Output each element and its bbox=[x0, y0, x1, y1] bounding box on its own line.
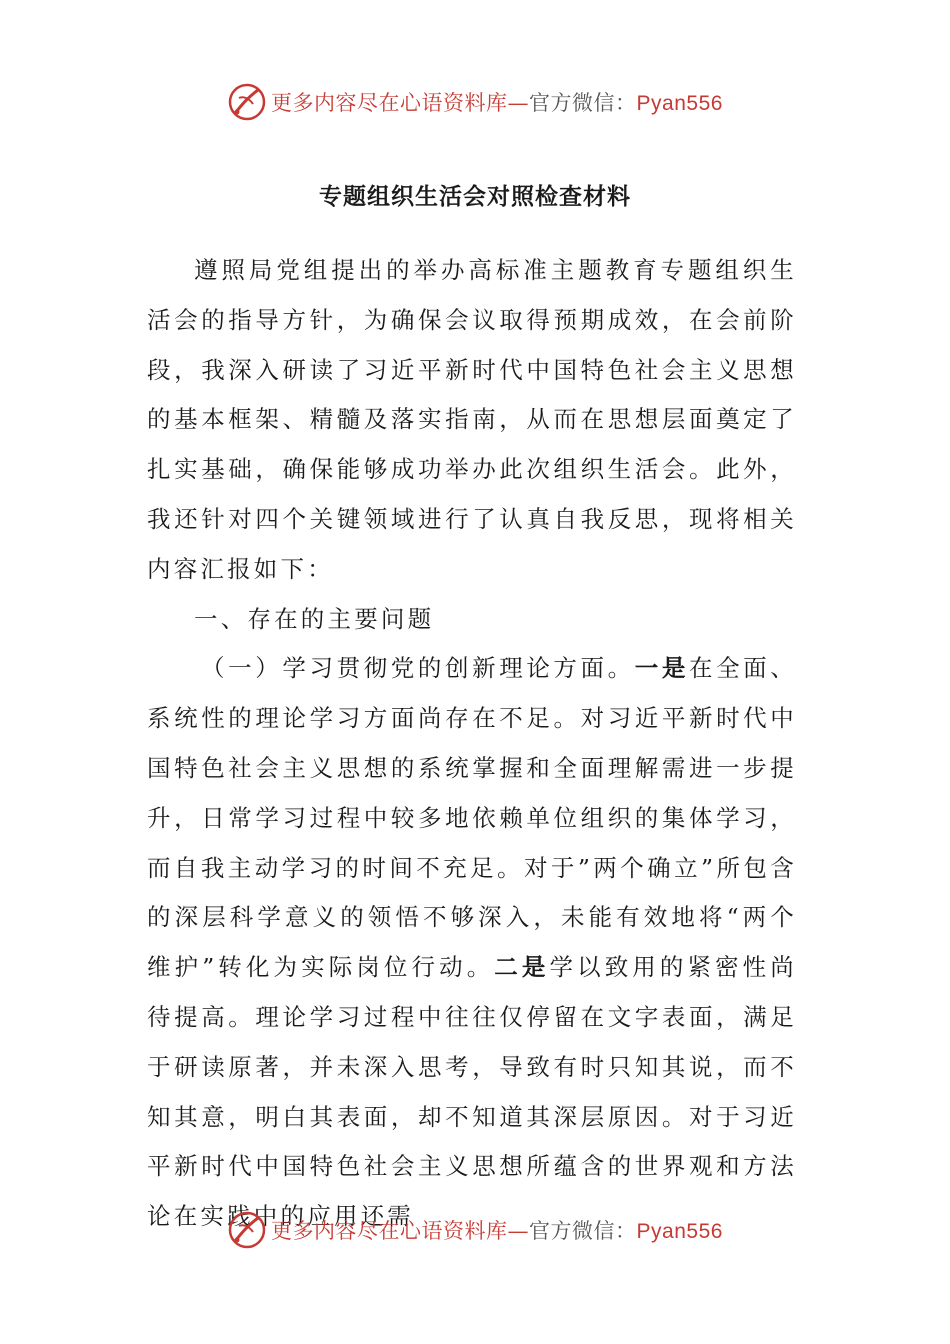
brush-logo-icon bbox=[227, 82, 267, 122]
footer-watermark-banner bbox=[0, 1206, 950, 1254]
brush-logo-icon bbox=[227, 1210, 267, 1250]
point-text-2: 学以致用的紧密性尚待提高。理论学习过程中往往仅停留在文字表面，满足于研读原著，并未深入思考，导致有时只知其说，而不知其意，明白其表面，却不知道其深层原因。对于习近平新时代中国特色社会主义思想所蕴含的世界观和方法论在实践中的应用还需 bbox=[147, 953, 797, 1231]
item-paragraph bbox=[147, 644, 797, 1242]
intro-paragraph: 遵照局党组提出的举办高标准主题教育专题组织生活会的指导方针，为确保会议取得预期成效，在会前阶段，我深入研读了习近平新时代中国特色社会主义思想的基本框架、精髓及落实指南，从而在思想层面奠定了扎实基础，确保能够成功举办此次组织生活会。此外，我还针对四个关键领域进行了认真自我反思，现将相关内容汇报如下： bbox=[147, 256, 797, 583]
point-label-2: 二是 bbox=[494, 953, 550, 982]
document-body bbox=[147, 246, 797, 1242]
document-title: 专题组织生活会对照检查材料 bbox=[319, 184, 631, 210]
banner-text: 更多内容尽在心语资料库—官方微信：Pyan556 bbox=[271, 1219, 723, 1243]
point-label-1: 一是 bbox=[634, 654, 689, 683]
section-heading: 一、存在的主要问题 bbox=[194, 604, 435, 633]
banner-text: 更多内容尽在心语资料库—官方微信：Pyan556 bbox=[271, 91, 723, 115]
header-watermark-banner bbox=[0, 78, 950, 126]
item-lead: （一）学习贯彻党的创新理论方面。 bbox=[201, 654, 635, 683]
point-text-1: 在全面、系统性的理论学习方面尚存在不足。对习近平新时代中国特色社会主义思想的系统掌握和全面理解需进一步提升，日常学习过程中较多地依赖单位组织的集体学习，而自我主动学习的时间不充足。对于”两个确立”所包含的深层科学意义的领悟不够深入，未能有效地将“两个维护”转化为实际岗位行动。 bbox=[147, 654, 797, 982]
